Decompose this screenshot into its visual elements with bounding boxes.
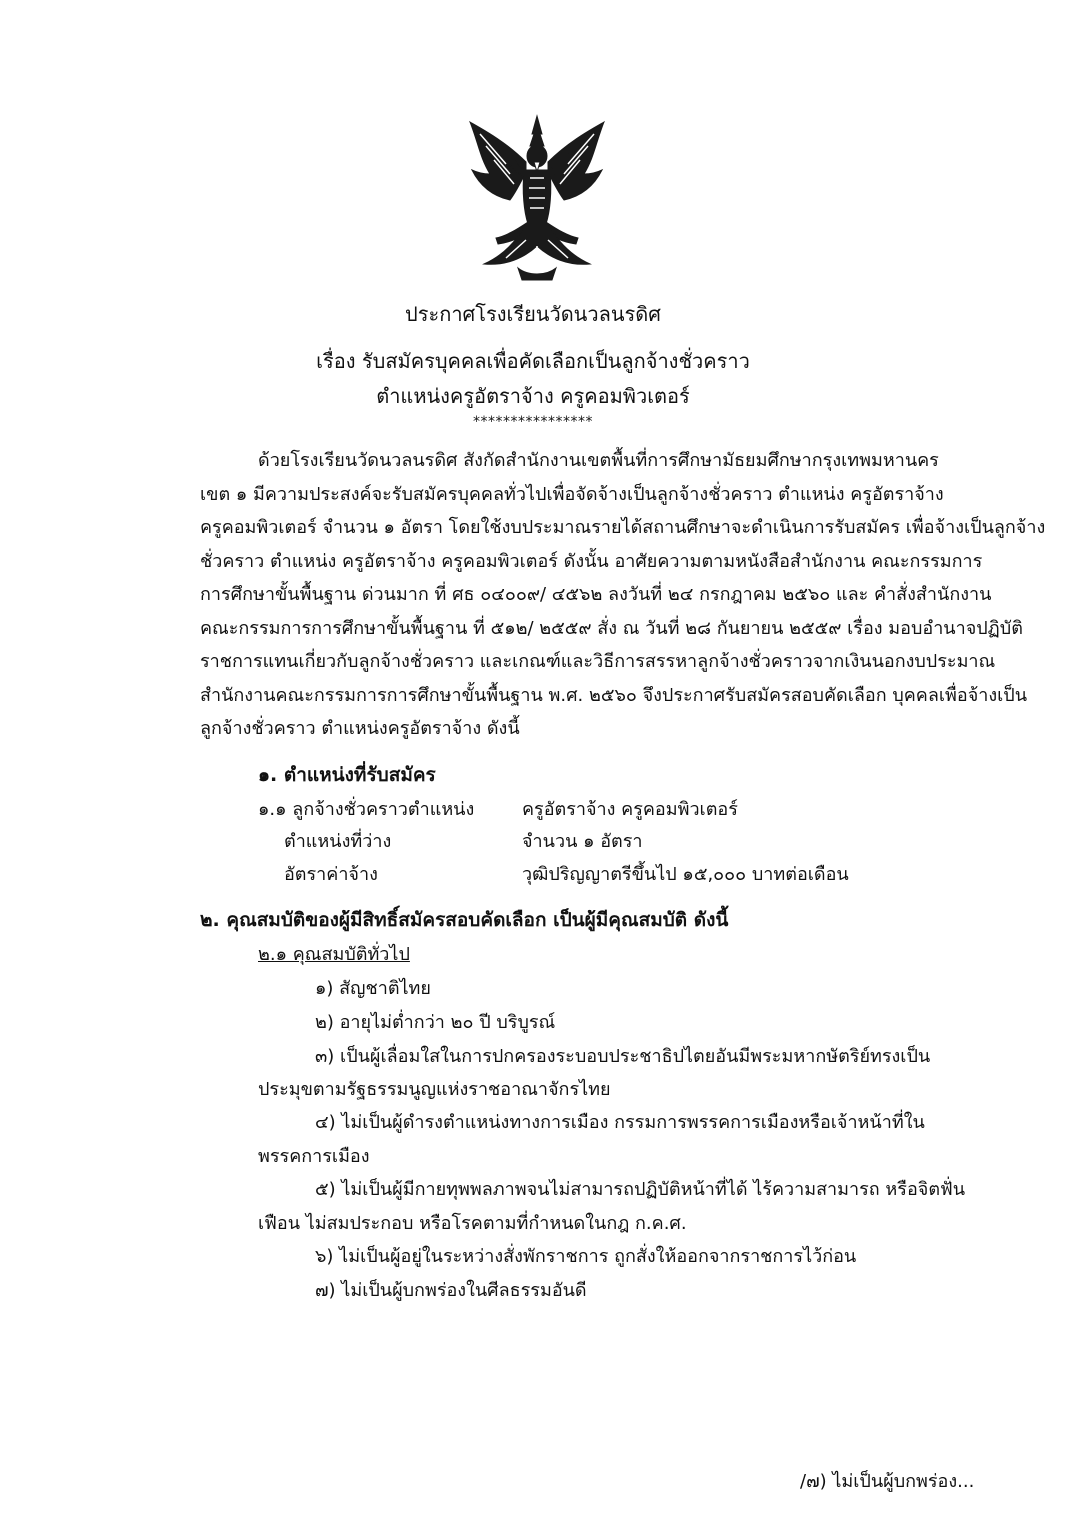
qualification-item-1: ๑) สัญชาติไทย xyxy=(315,978,431,999)
intro-line-4: ชั่วคราว ตำแหน่ง ครูอัตราจ้าง ครูคอมพิวเตอร์ ดังนั้น อาศัยความตามหนังสือสำนักงาน คณะกรรมการ xyxy=(200,551,983,572)
vacancy-label: ตำแหน่งที่ว่าง xyxy=(284,831,392,852)
section2-heading: ๒. คุณสมบัติของผู้มีสิทธิ์สมัครสอบคัดเลือก เป็นผู้มีคุณสมบัติ ดังนี้ xyxy=(200,909,729,931)
subject-line: เรื่อง รับสมัครบุคคลเพื่อคัดเลือกเป็นลูกจ้างชั่วคราว xyxy=(316,349,750,373)
vacancy-value: จำนวน ๑ อัตรา xyxy=(522,831,643,852)
qualification-item-3: ๓) เป็นผู้เลื่อมใสในการปกครองระบอบประชาธิปไตยอันมีพระมหากษัตริย์ทรงเป็น xyxy=(315,1046,931,1067)
intro-line-5: การศึกษาขั้นพื้นฐาน ด่วนมาก ที่ ศธ ๐๔๐๐๙/ ๔๕๖๒ ลงวันที่ ๒๔ กรกฎาคม ๒๕๖๐ และ คำสั่งสำนักงาน xyxy=(200,584,992,605)
position-value: ครูอัตราจ้าง ครูคอมพิวเตอร์ xyxy=(522,799,738,820)
qualification-item-3-cont: ประมุขตามรัฐธรรมนูญแห่งราชอาณาจักรไทย xyxy=(258,1079,611,1100)
wage-label: อัตราค่าจ้าง xyxy=(284,864,378,885)
qualification-item-7: ๗) ไม่เป็นผู้บกพร่องในศีลธรรมอันดี xyxy=(315,1280,587,1301)
continuation-note: /๗) ไม่เป็นผู้บกพร่อง... xyxy=(800,1471,975,1492)
announcer-title: ประกาศโรงเรียนวัดนวลนรดิศ xyxy=(405,302,661,326)
garuda-emblem-icon xyxy=(466,112,608,282)
intro-line-9: ลูกจ้างชั่วคราว ตำแหน่งครูอัตราจ้าง ดังนี้ xyxy=(200,718,520,739)
position-label: ๑.๑ ลูกจ้างชั่วคราวตำแหน่ง xyxy=(258,799,475,820)
qualification-item-6: ๖) ไม่เป็นผู้อยู่ในระหว่างสั่งพักราชการ ถูกสั่งให้ออกจากราชการไว้ก่อน xyxy=(315,1246,857,1267)
position-title: ตำแหน่งครูอัตราจ้าง ครูคอมพิวเตอร์ xyxy=(376,384,690,408)
separator: **************** xyxy=(473,414,593,430)
qualification-item-2: ๒) อายุไม่ต่ำกว่า ๒๐ ปี บริบูรณ์ xyxy=(315,1012,556,1033)
intro-line-8: สำนักงานคณะกรรมการการศึกษาขั้นพื้นฐาน พ.ศ. ๒๕๖๐ จึงประกาศรับสมัครสอบคัดเลือก บุคคลเพื่อจ้างเป็น xyxy=(200,685,1028,706)
qualification-item-4-cont: พรรคการเมือง xyxy=(258,1146,370,1167)
qualification-item-5: ๕) ไม่เป็นผู้มีกายทุพพลภาพจนไม่สามารถปฏิบัติหน้าที่ได้ ไร้ความสามารถ หรือจิตฟั่น xyxy=(315,1179,966,1200)
intro-line-2: เขต ๑ มีความประสงค์จะรับสมัครบุคคลทั่วไปเพื่อจัดจ้างเป็นลูกจ้างชั่วคราว ตำแหน่ง ครูอัตราจ้าง xyxy=(200,484,944,505)
wage-value: วุฒิปริญญาตรีขึ้นไป ๑๕,๐๐๐ บาทต่อเดือน xyxy=(522,864,849,885)
intro-line-6: คณะกรรมการการศึกษาขั้นพื้นฐาน ที่ ๕๑๒/ ๒๕๕๙ สั่ง ณ วันที่ ๒๘ กันยายน ๒๕๕๙ เรื่อง มอบอำนาจปฏิบัติ xyxy=(200,618,1023,639)
intro-line-3: ครูคอมพิวเตอร์ จำนวน ๑ อัตรา โดยใช้งบประมาณรายได้สถานศึกษาจะดำเนินการรับสมัคร เพื่อจ้างเป็นลูกจ้าง xyxy=(200,517,1046,538)
qualification-item-4: ๔) ไม่เป็นผู้ดำรงตำแหน่งทางการเมือง กรรมการพรรคการเมืองหรือเจ้าหน้าที่ใน xyxy=(315,1112,925,1133)
qualification-item-5-cont: เฟือน ไม่สมประกอบ หรือโรคตามที่กำหนดในกฎ ก.ค.ศ. xyxy=(258,1213,687,1234)
intro-line-1: ด้วยโรงเรียนวัดนวลนรดิศ สังกัดสำนักงานเขตพื้นที่การศึกษามัธยมศึกษากรุงเทพมหานคร xyxy=(258,450,939,471)
section2-sub-heading: ๒.๑ คุณสมบัติทั่วไป xyxy=(258,944,410,965)
intro-line-7: ราชการแทนเกี่ยวกับลูกจ้างชั่วคราว และเกณฑ์และวิธีการสรรหาลูกจ้างชั่วคราวจากเงินนอกงบประมาณ xyxy=(200,651,996,672)
section1-heading: ๑. ตำแหน่งที่รับสมัคร xyxy=(258,764,436,786)
